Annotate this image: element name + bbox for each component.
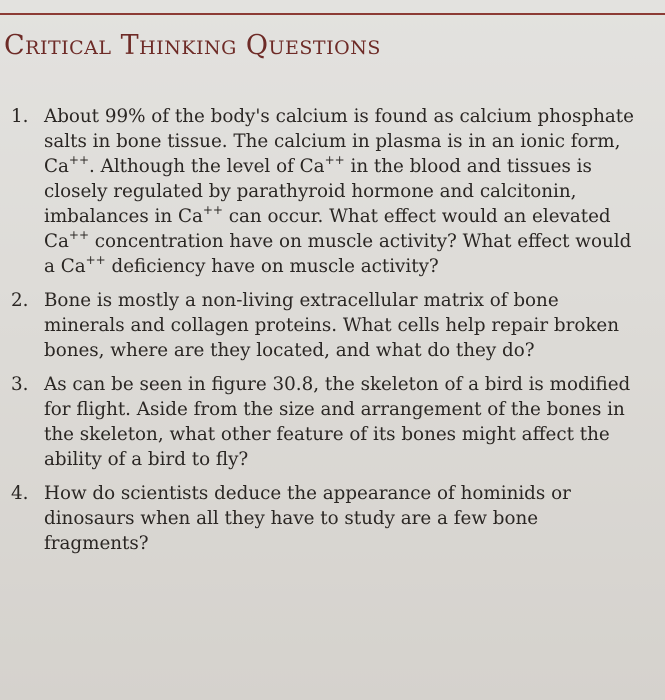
question-text: About 99% of the body's calcium is found as calcium phosphate salts in bone tissue. The calcium in plasma is in an ionic form, Ca++. Although the level of Ca++ in the blood and tissues is closely regulated by parathyroid hormone and calcitonin, imbalances in Ca++ can occur. What effect would an elevated Ca++ concentration have on muscle activity? What effect would a Ca++ deficiency have on muscle activity? xyxy=(44,106,634,277)
charge-superscript: ++ xyxy=(68,153,89,167)
question-number: 4. xyxy=(11,483,29,504)
question-number: 1. xyxy=(11,106,29,127)
charge-superscript: ++ xyxy=(68,228,89,242)
question-item-3 xyxy=(0,372,644,472)
question-text: Bone is mostly a non-living extracellular matrix of bone minerals and collagen proteins. What cells help repair broken bones, where are they located, and what do they do? xyxy=(44,290,620,361)
question-item-4 xyxy=(0,481,644,556)
charge-superscript: ++ xyxy=(85,253,106,267)
question-text: As can be seen in figure 30.8, the skeleton of a bird is modified for flight. Aside from the size and arrangement of the bones in the skeleton, what other feature of its bones might affect the ability of a bird to fly? xyxy=(44,374,631,470)
question-item-1 xyxy=(0,104,644,279)
question-item-2 xyxy=(0,288,644,363)
question-list xyxy=(0,104,644,565)
charge-superscript: ++ xyxy=(202,203,223,217)
question-number: 2. xyxy=(11,290,29,311)
question-text: How do scientists deduce the appearance of hominids or dinosaurs when all they have to study are a few bone fragments? xyxy=(44,483,571,554)
section-top-rule xyxy=(0,13,665,15)
charge-superscript: ++ xyxy=(324,153,345,167)
section-heading: Critical Thinking Questions xyxy=(4,30,381,61)
question-number: 3. xyxy=(11,374,29,395)
